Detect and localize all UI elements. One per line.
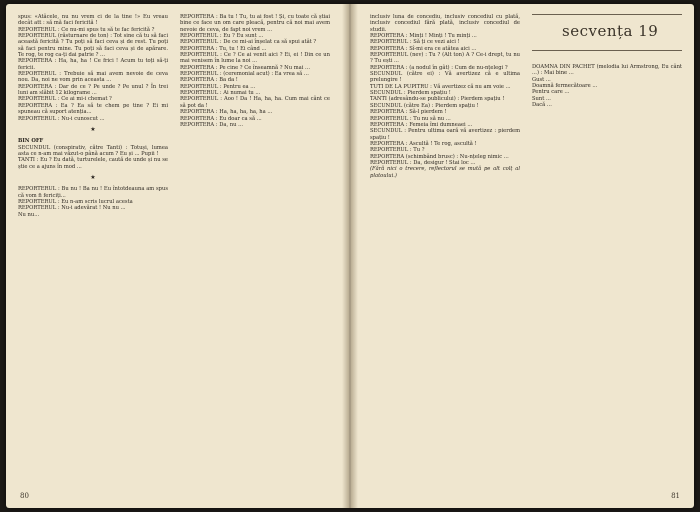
script-paragraph: Gust ...	[532, 76, 551, 83]
script-paragraph: spus: «Atâcele, nu nu vrem ci de la tine !» Eu vreau decât att : să mă faci fericită !	[18, 14, 168, 27]
script-paragraph: REPORTERA : Eu doar ca să ...	[180, 115, 262, 122]
script-paragraph: REPORTERA : Să-l pierdem !	[370, 109, 447, 116]
script-paragraph: REPORTERUL : Tu nu să nu ...	[370, 115, 451, 122]
script-paragraph: Dacă ...	[532, 102, 552, 109]
script-paragraph: REPORTERUL : Nu-i adevărat ! Nu nu ...	[18, 205, 126, 212]
scene-separator-star: ★	[90, 125, 96, 133]
script-paragraph: TUTI DE LA PUPITRU : Vă avertizez că nu am voie ...	[370, 83, 511, 90]
script-paragraph: Sunt ...	[532, 95, 551, 102]
script-paragraph: REPORTERA : Ascultă ! Te rog, ascultă !	[370, 140, 477, 147]
script-paragraph: REPORTERA (schimbând brusc) : Nu-nțeleg nimic ...	[370, 153, 509, 160]
script-paragraph: Doamnă fermecătoare ...	[532, 83, 598, 90]
script-paragraph: DOAMNA DIN PACHET (melodia lui Armstrong, Eu cânt ...) : Mai bine ...	[532, 64, 682, 77]
script-paragraph: REPORTERA : Sî-mi era ce atâtea aici ...	[370, 45, 477, 52]
script-paragraph: SECUNDUL (conspirativ, către Tanti) : Totuși, lumea asta ce n-am mai văzut-o până acum ? Eu și ... Pupii !	[18, 144, 168, 157]
script-paragraph: REPORTERUL : Ce ai mi-i chemat ?	[18, 96, 112, 103]
left-page-column-2	[180, 14, 330, 484]
script-paragraph: REPORTERA : Ba da !	[180, 77, 238, 84]
script-paragraph: REPORTERUL : Eu n-am scris lucrul acesta	[18, 198, 133, 205]
script-paragraph: REPORTERUL (răsturnare de ton) : Tot sine că tu să faci această fericită ? Tu poți să faci ceva și de rest. Tu poți să faci pentru mine. Tu poți să faci ceva și de apărare. Te rog, te rog ca-ți dai patrie ? ...	[18, 33, 168, 59]
script-paragraph: SECUNDUL (către Ea) : Pierdem spațiu !	[370, 102, 479, 109]
script-paragraph: REPORTERUL : Ce ? Ce ai venit aici ? Ei, ei ! Din ce un mai venisem în lume la noi ...	[180, 52, 330, 65]
section-title-box	[532, 14, 682, 54]
script-paragraph: TANTI (adresându-se publicului) : Pierdem spațiu !	[370, 96, 505, 103]
script-paragraph: REPORTERA : Dar de ce ? Pe unde ? Pe unul ? În trei luni am slăbit 12 kilograme ...	[18, 83, 168, 97]
left-page-column-1	[18, 14, 168, 479]
script-paragraph: Pentru care ...	[532, 89, 570, 96]
script-paragraph: REPORTERA : (a nodul în gât) : Cum de nu-nțelegi ?	[370, 64, 508, 71]
script-paragraph: REPORTERUL : Bu nu ! Ba nu ! Eu întotdeauna am spus că vom fi fericiți...	[18, 186, 168, 199]
title-rule-bottom	[532, 50, 682, 51]
title-rule-top	[532, 14, 682, 15]
right-page	[356, 4, 694, 508]
script-paragraph: REPORTERA : Minți ! Minți ! Tu minți ...	[370, 33, 477, 40]
scene-separator-star: ★	[90, 173, 96, 181]
script-paragraph: REPORTERUL : De ce mi-ai înșelat ca să spui atât ?	[180, 39, 317, 46]
script-paragraph: REPORTERA : Femeia îmi dumneaei ...	[370, 121, 473, 128]
script-paragraph: SECUNDUL (către ei) : Vă avertizez că e ultima prelungire !	[370, 71, 520, 84]
script-paragraph: REPORTERA : Pe cine ? Ce înseamnă ? Nu mai ...	[180, 64, 310, 71]
script-paragraph: TANTI : Eu ? Eu dată, turturelele, caută de unde și nu se știe ce a ajuns în mod ...	[18, 157, 168, 170]
script-paragraph: REPORTERUL : (ceremonial acut) : Ea vrea să ...	[180, 71, 309, 78]
script-paragraph: inclusiv luna de concediu, inclusiv concediul cu plată, inclusiv concediul fără plată, inclusiv concediul de studii.	[370, 14, 520, 33]
section-title: secvența 19	[562, 22, 659, 40]
script-paragraph: REPORTERA : Ha, ha, ha, ha, ha ...	[180, 109, 273, 116]
script-paragraph: REPORTERA : Ba tu ! Tu, tu ai fost ! Și, cu toate că știai bine ce face un om care pleacă, pentru că noi mai avem nevoie de ceva, de fapt noi vrem ...	[180, 14, 330, 33]
script-paragraph: REPORTERUL : Ai numai tu ...	[180, 90, 261, 97]
script-paragraph: REPORTERUL : Da, desigur ! Stai loc ...	[370, 159, 476, 166]
page-number: 80	[20, 492, 29, 500]
script-paragraph: REPORTERA : Da, nu ...	[180, 121, 244, 128]
left-page	[6, 4, 344, 508]
script-paragraph: Nu nu...	[18, 211, 40, 218]
scene-heading: BIN OFF	[18, 138, 44, 145]
stage-direction: (Fără nici o trecere, reflectorul se mută pe alt colț al platoului.)	[370, 166, 520, 179]
script-paragraph: REPORTERUL : Ce nu-mi spus tu să te fac fericită ?	[18, 26, 155, 33]
script-paragraph: REPORTERA : Ha, ha, ha ! Ce frici ! Acum tu toți să-ți fericii.	[18, 58, 168, 71]
script-paragraph: REPORTERUL : Aoo ! Da ! Ha, ha, ha. Cum mai cânt ce să pot da !	[180, 96, 330, 109]
script-paragraph: REPORTERUL : Nu-i cunoscut ...	[18, 115, 105, 122]
script-paragraph: REPORTERUL : Să ți ce vezi aici !	[370, 39, 460, 46]
script-paragraph: REPORTERUL : Eu ? Eu sunt ...	[180, 33, 264, 40]
script-paragraph: REPORTERUL (nev) : Tu ? (Alt ton) A ? Ce-i drept, tu nu ? Tu ești ...	[370, 52, 520, 65]
right-page-column-2	[532, 64, 682, 484]
script-paragraph: REPORTERUL : Trebuie să mai avem nevoie de ceva nou. Da, noi ne vom prin aceasta ...	[18, 71, 168, 84]
script-paragraph: SECUNDUL : Pentru ultima oară vă avertizez : pierdem spațiu !	[370, 128, 520, 141]
page-number: 81	[671, 492, 680, 500]
script-paragraph: REPORTERA : Tu, tu ! Ei când ...	[180, 45, 267, 52]
script-paragraph: SECUNDUL : Pierdem spațiu !	[370, 90, 451, 97]
script-paragraph: REPORTERUL : Tu ?	[370, 147, 425, 154]
script-paragraph: REPORTERA : Ea ? Ea să te chem pe tine ? Ei mi spuneau că suport atenția...	[18, 102, 168, 116]
book-spread	[6, 4, 694, 508]
script-paragraph: REPORTERUL : Pentru ea ...	[180, 83, 256, 90]
right-page-column-1	[370, 14, 520, 484]
